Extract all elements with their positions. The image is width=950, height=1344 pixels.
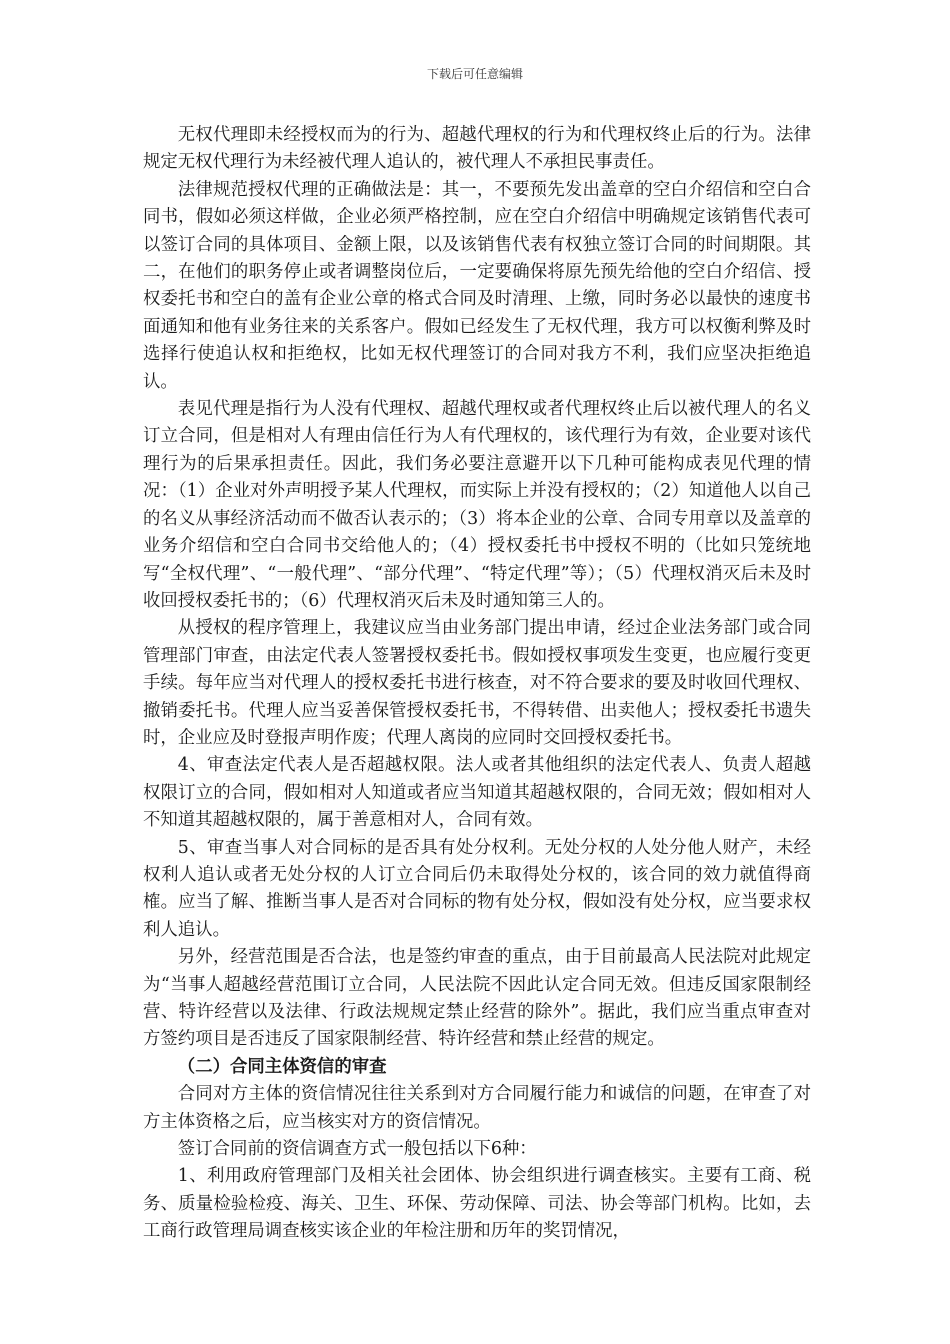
page-header: 下载后可任意编辑 xyxy=(426,67,523,81)
paragraph-credit-item-1: 1、利用政府管理部门及相关社会团体、协会组织进行调查核实。主要有工商、税务、质量检验检疫、海关、卫生、环保、劳动保障、司法、协会等部门机构。比如，去工商行政管理局调查核实该企业的年检注册和历年的奖罚情况， xyxy=(143,1166,811,1242)
paragraph-credit-methods: 签订合同前的资信调查方式一般包括以下6种： xyxy=(177,1139,537,1160)
paragraph-item-5: 5、审查当事人对合同标的是否具有处分权利。无处分权的人处分他人财产，未经权利人追认或者无处分权的人订立合同后仍未取得处分权的，该合同的效力就值得商榷。应当了解、推断当事人是否对合同标的物有处分权，假如没有处分权，应当要求权利人追认。 xyxy=(143,837,811,940)
paragraph-unauthorized-agency: 无权代理即未经授权而为的行为、超越代理权的行为和代理权终止后的行为。法律规定无权代理行为未经被代理人追认的，被代理人不承担民事责任。 xyxy=(143,125,811,173)
paragraph-apparent-agency: 表见代理是指行为人没有代理权、超越代理权或者代理权终止后以被代理人的名义订立合同，但是相对人有理由信任行为人有代理权的，该代理行为有效，企业要对该代理行为的后果承担责任。因此，我们务必要注意避开以下几种可能构成表见代理的情况：（1）企业对外声明授予某人代理权，而实际上并没有授权的；（2）知道他人以自己的名义从事经济活动而不做否认表示的；（3）将本企业的公章、合同专用章以及盖章的业务介绍信和空白合同书交给他人的；（4）授权委托书中授权不明的（比如只笼统地写“全权代理”、“一般代理”、“部分代理”、“特定代理”等）；（5）代理权消灭后未及时收回授权委托书的；（6）代理权消灭后未及时通知第三人的。 xyxy=(143,399,811,611)
paragraph-business-scope: 另外，经营范围是否合法，也是签约审查的重点，由于目前最高人民法院对此规定为“当事人超越经营范围订立合同，人民法院不因此认定合同无效。但违反国家限制经营、特许经营以及法律、行政法规规定禁止经营的除外”。据此，我们应当重点审查对方签约项目是否违反了国家限制经营、特许经营和禁止经营的规定。 xyxy=(143,947,811,1050)
section-heading: （二）合同主体资信的审查 xyxy=(177,1056,387,1077)
paragraph-credit-intro: 合同对方主体的资信情况往往关系到对方合同履行能力和诚信的问题，在审查了对方主体资格之后，应当核实对方的资信情况。 xyxy=(143,1084,811,1132)
document-body xyxy=(143,122,811,1246)
paragraph-authorization-practice: 法律规范授权代理的正确做法是：其一，不要预先发出盖章的空白介绍信和空白合同书，假如必须这样做，企业必须严格控制，应在空白介绍信中明确规定该销售代表可以签订合同的具体项目、金额上限，以及该销售代表有权独立签订合同的时间期限。其二，在他们的职务停止或者调整岗位后，一定要确保将原先预先给他的空白介绍信、授权委托书和空白的盖有企业公章的格式合同及时清理、上缴，同时务必以最快的速度书面通知和他有业务往来的关系客户。假如已经发生了无权代理，我方可以权衡利弊及时选择行使追认权和拒绝权，比如无权代理签订的合同对我方不利，我们应坚决拒绝追认。 xyxy=(143,179,811,392)
paragraph-authorization-procedure: 从授权的程序管理上，我建议应当由业务部门提出申请，经过企业法务部门或合同管理部门审查，由法定代表人签署授权委托书。假如授权事项发生变更，也应履行变更手续。每年应当对代理人的授权委托书进行核查，对不符合要求的要及时收回代理权、撤销委托书。代理人应当妥善保管授权委托书，不得转借、出卖他人；授权委托书遗失时，企业应及时登报声明作废；代理人离岗的应同时交回授权委托书。 xyxy=(143,618,811,748)
paragraph-item-4: 4、审查法定代表人是否超越权限。法人或者其他组织的法定代表人、负责人超越权限订立的合同，假如相对人知道或者应当知道其超越权限的，合同无效；假如相对人不知道其超越权限的，属于善意相对人，合同有效。 xyxy=(143,755,811,831)
